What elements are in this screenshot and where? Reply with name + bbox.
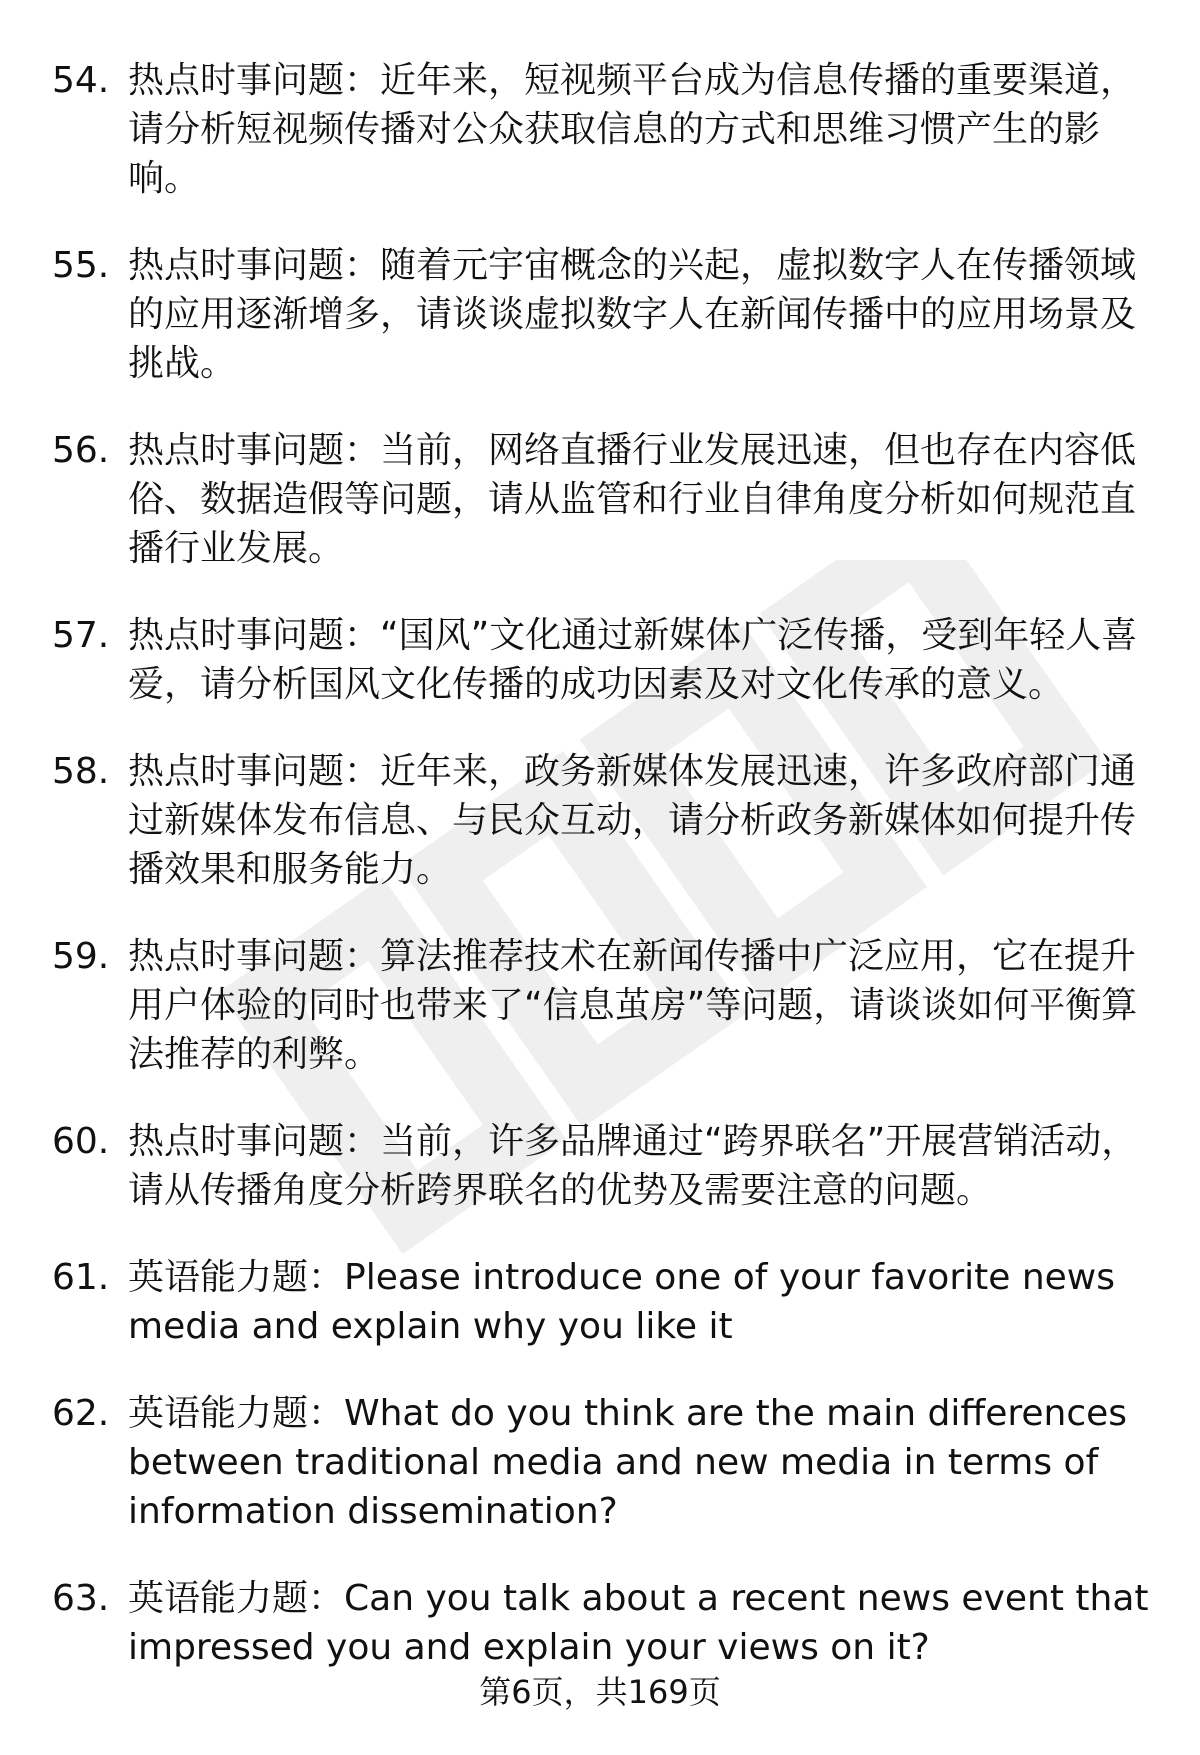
question-text: 英语能力题：Please introduce one of your favorite news media and explain why you like it xyxy=(128,1257,1115,1347)
page-number-footer: 第6页，共169页 xyxy=(479,1673,721,1711)
question-item xyxy=(52,241,1152,388)
question-text: 英语能力题：Can you talk about a recent news event that impressed you and explain your views on it? xyxy=(128,1578,1149,1668)
question-item xyxy=(52,611,1152,709)
question-number: 57. xyxy=(52,615,110,656)
question-list xyxy=(52,56,1152,1672)
question-number: 54. xyxy=(52,60,110,101)
question-text: 热点时事问题：“国风”文化通过新媒体广泛传播，受到年轻人喜爱，请分析国风文化传播的成功因素及对文化传承的意义。 xyxy=(128,615,1138,705)
question-item xyxy=(52,1253,1152,1351)
question-number: 63. xyxy=(52,1578,110,1619)
question-text: 英语能力题：What do you think are the main differences between traditional media and new media in terms of information dissemination? xyxy=(128,1393,1128,1532)
question-number: 59. xyxy=(52,936,110,977)
question-text: 热点时事问题：算法推荐技术在新闻传播中广泛应用，它在提升用户体验的同时也带来了“信息茧房”等问题，请谈谈如何平衡算法推荐的利弊。 xyxy=(128,936,1138,1075)
question-item xyxy=(52,932,1152,1079)
question-number: 56. xyxy=(52,430,110,471)
question-item xyxy=(52,56,1152,203)
question-text: 热点时事问题：当前，网络直播行业发展迅速，但也存在内容低俗、数据造假等问题，请从监管和行业自律角度分析如何规范直播行业发展。 xyxy=(128,430,1137,569)
question-number: 62. xyxy=(52,1393,110,1434)
question-number: 58. xyxy=(52,751,110,792)
question-item xyxy=(52,1574,1152,1672)
question-number: 55. xyxy=(52,245,110,286)
question-number: 60. xyxy=(52,1121,110,1162)
question-text: 热点时事问题：近年来，政务新媒体发展迅速，许多政府部门通过新媒体发布信息、与民众互动，请分析政务新媒体如何提升传播效果和服务能力。 xyxy=(128,751,1137,890)
question-item xyxy=(52,747,1152,894)
question-text: 热点时事问题：当前，许多品牌通过“跨界联名”开展营销活动，请从传播角度分析跨界联名的优势及需要注意的问题。 xyxy=(128,1121,1138,1211)
question-text: 热点时事问题：近年来，短视频平台成为信息传播的重要渠道，请分析短视频传播对公众获取信息的方式和思维习惯产生的影响。 xyxy=(128,60,1137,199)
question-item xyxy=(52,1117,1152,1215)
question-item xyxy=(52,1389,1152,1536)
question-item xyxy=(52,426,1152,573)
question-text: 热点时事问题：随着元宇宙概念的兴起，虚拟数字人在传播领域的应用逐渐增多，请谈谈虚拟数字人在新闻传播中的应用场景及挑战。 xyxy=(128,245,1137,384)
question-number: 61. xyxy=(52,1257,110,1298)
